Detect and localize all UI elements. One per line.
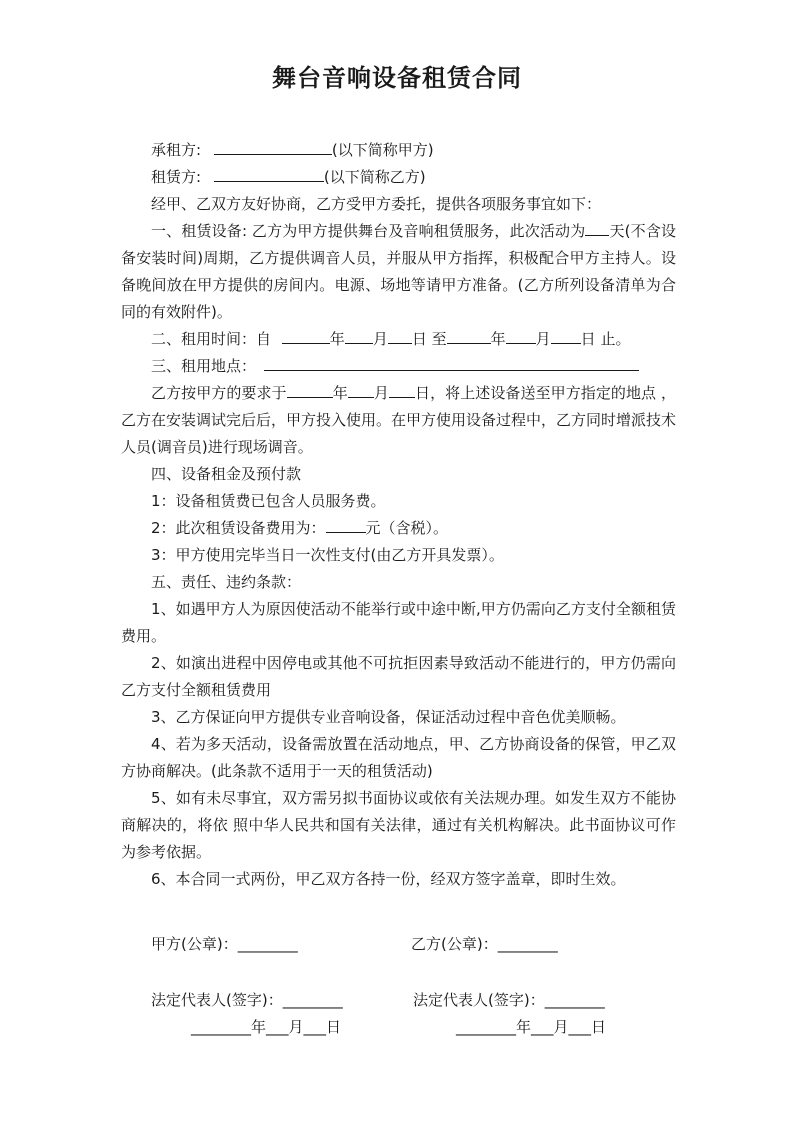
clause-1-equipment (121, 218, 676, 326)
clause-5-heading: 五、责任、违约条款： (151, 573, 302, 591)
clause-5-item-6: 6、本合同一式两份，甲乙双方各持一份，经双方签字盖章，即时生效。 (151, 870, 626, 888)
clause-4-item-1: 1：设备租赁费已包含人员服务费。 (151, 492, 386, 510)
document-title: 舞台音响设备租赁合同 (272, 64, 522, 92)
clause-4-item-2 (121, 515, 676, 542)
lessee-note: (以下简称甲方) (331, 141, 434, 159)
party-b-representative: 法定代表人(签字)：________ (413, 991, 605, 1009)
start-day-unit: 日 (411, 330, 427, 348)
lessee-label: 承租方: (151, 141, 202, 159)
clause-4-heading: 四、设备租金及预付款 (151, 465, 302, 483)
party-a-seal: 甲方(公章)：________ (151, 935, 298, 953)
delivery-text-a: 乙方按甲方的要求于 (151, 384, 287, 402)
days-blank[interactable] (585, 220, 609, 236)
end-month-unit: 月 (535, 330, 551, 348)
party-a-representative: 法定代表人(签字)：________ (151, 991, 343, 1009)
end-word: 止。 (600, 330, 631, 348)
end-year-unit: 年 (490, 330, 506, 348)
lessor-blank[interactable] (214, 166, 324, 182)
clause-5-item-5: 5、如有未尽事宜，双方需另拟书面协议或依有关法规办理。如发生双方不能协商解决的，将依 照中华人民共和国有关法律，通过有关机构解决。此书面协议可作为参考依据。 (121, 789, 676, 861)
start-year-unit: 年 (329, 330, 345, 348)
party-b-date: ________年___月___日 (456, 1018, 607, 1036)
location-blank[interactable] (264, 355, 639, 371)
clause-5-item-3: 3、乙方保证向甲方提供专业音响设备，保证活动过程中音色优美顺畅。 (151, 708, 626, 726)
start-year-blank[interactable] (282, 328, 330, 344)
clause-3-location (121, 353, 676, 380)
to-word: 至 (431, 330, 447, 348)
clause-4-item-3: 3：甲方使用完毕当日一次性支付(由乙方开具发票）。 (151, 546, 504, 564)
clause-2-rental-time (121, 326, 676, 353)
delivery-day-unit: 日 (414, 384, 431, 402)
start-month-blank[interactable] (345, 328, 373, 344)
intro-paragraph: 经甲、乙双方友好协商，乙方受甲方委托，提供各项服务事宜如下： (151, 195, 602, 213)
rental-time-label: 二、租用时间：自 (151, 330, 272, 348)
clause-5-item-4: 4、若为多天活动，设备需放置在活动地点，甲、乙方协商设备的保管，甲乙双方协商解决。(此条款不适用于一天的租赁活动) (121, 735, 676, 780)
delivery-month-blank[interactable] (348, 382, 374, 398)
clause-5-item-1: 1、如遇甲方人为原因使活动不能举行或中途中断,甲方仍需向乙方支付全额租赁费用。 (121, 600, 676, 645)
lessor-line (121, 164, 676, 191)
end-day-unit: 日 (580, 330, 596, 348)
lessee-line (121, 137, 676, 164)
end-day-blank[interactable] (551, 328, 581, 344)
lessor-note: (以下简称乙方) (323, 168, 426, 186)
end-month-blank[interactable] (506, 328, 536, 344)
clause-1-text-a: 一、租赁设备: 乙方为甲方提供舞台及音响租赁服务，此次活动为 (151, 222, 586, 240)
end-year-blank[interactable] (447, 328, 491, 344)
delivery-day-blank[interactable] (389, 382, 415, 398)
delivery-year-blank[interactable] (287, 382, 333, 398)
fee-blank[interactable] (326, 517, 366, 533)
start-month-unit: 月 (372, 330, 388, 348)
clause-3-delivery (121, 380, 676, 461)
delivery-month-unit: 月 (373, 384, 389, 402)
fee-unit: 元（含税）。 (365, 519, 449, 537)
clause-1-text-b: 天(不含设备安装时间)周期，乙方提供调音人员，并服从甲方指挥，积极配合甲方主持人。设备晚间放在甲方提供的房间内。电源、场地等请甲方准备。(乙方所列设备清单为合同的有效附件)。 (121, 222, 676, 321)
delivery-text-b: ，将上述设备送至甲方指定的地点 ，乙方在安装调试完后后，甲方投入使用。在甲方使用设备过程中，乙方同时增派技术人员(调音员)进行现场调音。 (121, 384, 677, 456)
contract-body (121, 137, 676, 893)
location-label: 三、租用地点： (151, 357, 257, 375)
clause-5-item-2: 2、如演出进程中因停电或其他不可抗拒因素导致活动不能进行的，甲方仍需向乙方支付全额租赁费用 (121, 654, 676, 699)
delivery-year-unit: 年 (332, 384, 348, 402)
party-b-seal: 乙方(公章)：________ (411, 935, 558, 953)
fee-label: 2：此次租赁设备费用为： (151, 519, 326, 537)
lessee-blank[interactable] (214, 139, 332, 155)
party-a-date: ________年___月___日 (191, 1018, 342, 1036)
start-day-blank[interactable] (388, 328, 412, 344)
lessor-label: 租赁方: (151, 168, 202, 186)
